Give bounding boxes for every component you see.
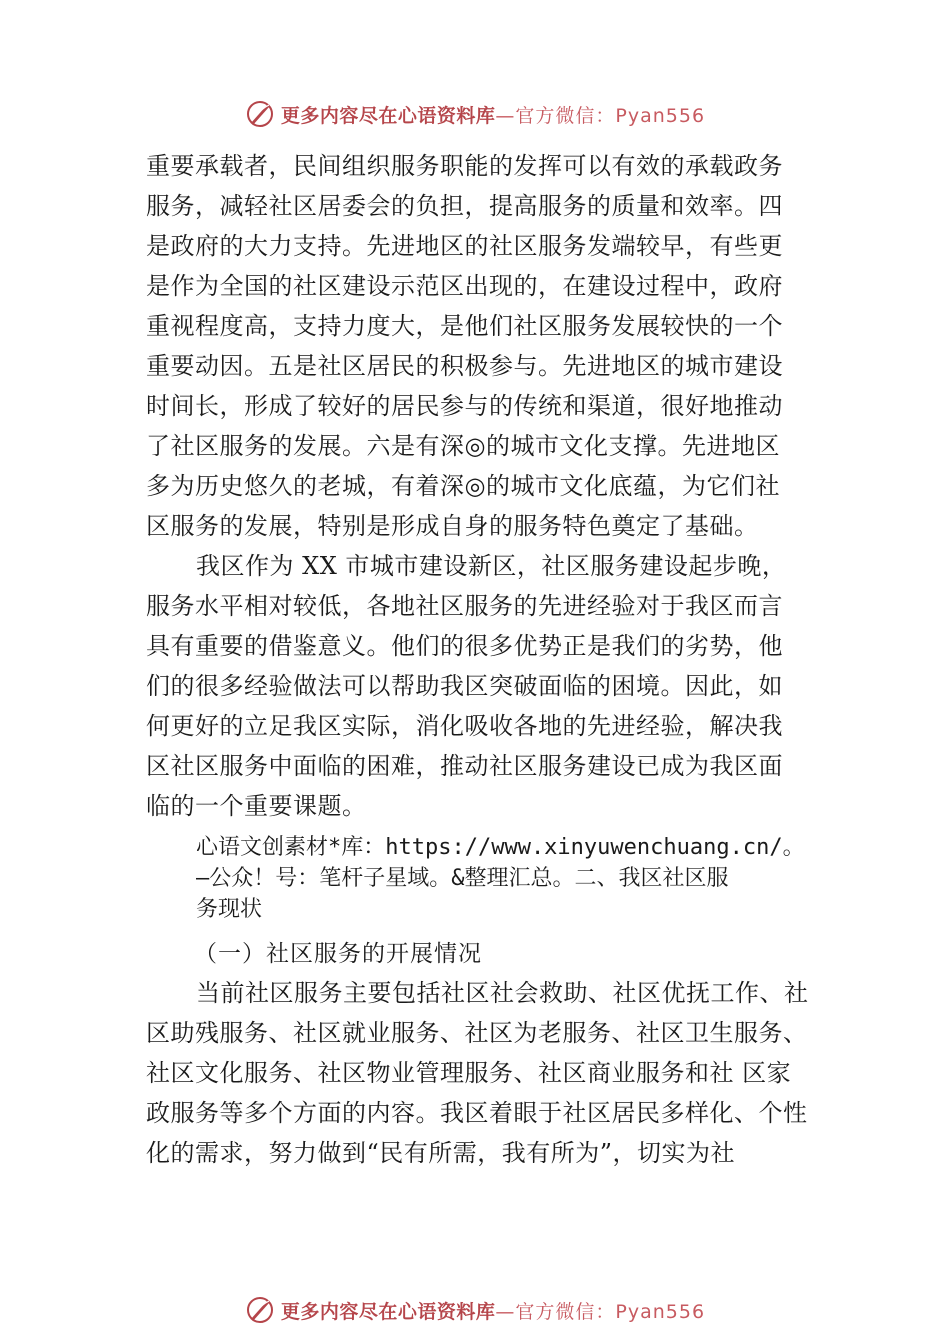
text-line: 了社区服务的发展。六是有深◎的城市文化支撑。先进地区: [146, 432, 780, 460]
paragraph-1: [146, 146, 836, 546]
note-line: —公众！号：笔杆子星域。&整理汇总。二、我区社区服: [196, 866, 729, 891]
text-line: 具有重要的借鉴意义。他们的很多优势正是我们的劣势，他: [146, 632, 783, 660]
banner-main-text: 更多内容尽在心语资料库: [280, 1300, 496, 1323]
text-line: 多为历史悠久的老城，有着深◎的城市文化底蕴，为它们社: [146, 472, 780, 500]
text-line: 区社区服务中面临的困难，推动社区服务建设已成为我区面: [146, 752, 783, 780]
banner-main-text: 更多内容尽在心语资料库: [280, 104, 496, 127]
paragraph-3: [146, 973, 836, 1173]
note-line: 心语文创素材*库：https://www.xinyuwenchuang.cn/。: [196, 835, 805, 860]
header-banner: [0, 96, 950, 132]
quill-logo-icon: [245, 99, 275, 129]
paragraph-2: [146, 546, 836, 826]
text-line: 服务，减轻社区居委会的负担，提高服务的质量和效率。四: [146, 192, 783, 220]
text-line: 重要承载者，民间组织服务职能的发挥可以有效的承载政务: [146, 152, 783, 180]
text-line: 区服务的发展，特别是形成自身的服务特色奠定了基础。: [146, 512, 759, 540]
text-line: 们的很多经验做法可以帮助我区突破面临的困境。因此，如: [146, 672, 783, 700]
text-line: 是政府的大力支持。先进地区的社区服务发端较早，有些更: [146, 232, 783, 260]
note-line: 务现状: [196, 897, 263, 922]
text-line: 重要动因。五是社区居民的积极参与。先进地区的城市建设: [146, 352, 783, 380]
text-line: 临的一个重要课题。: [146, 792, 367, 820]
text-line: 当前社区服务主要包括社区社会救助、社区优抚工作、社: [196, 979, 809, 1007]
text-line: 是作为全国的社区建设示范区出现的，在建设过程中，政府: [146, 272, 783, 300]
banner-sub-text: —官方微信：Pyan556: [495, 1300, 706, 1323]
text-line: 时间长，形成了较好的居民参与的传统和渠道，很好地推动: [146, 392, 783, 420]
text-line: 政服务等多个方面的内容。我区着眼于社区居民多样化、个性: [146, 1099, 808, 1127]
text-line: 社区文化服务、社区物业管理服务、社区商业服务和社 区家: [146, 1059, 792, 1087]
text-line: 何更好的立足我区实际，消化吸收各地的先进经验，解决我: [146, 712, 783, 740]
text-line: 服务水平相对较低，各地社区服务的先进经验对于我区而言: [146, 592, 783, 620]
quill-logo-icon: [245, 1295, 275, 1325]
document-body: [146, 146, 836, 1173]
banner-sub-text: —官方微信：Pyan556: [495, 104, 706, 127]
footer-banner: [0, 1292, 950, 1328]
text-line: 我区作为 XX 市城市建设新区，社区服务建设起步晚，: [196, 552, 787, 580]
section-subheading: （一）社区服务的开展情况: [194, 941, 482, 967]
source-note: [196, 832, 836, 925]
text-line: 重视程度高，支持力度大，是他们社区服务发展较快的一个: [146, 312, 783, 340]
text-line: 化的需求，努力做到“民有所需，我有所为”，切实为社: [146, 1139, 736, 1167]
text-line: 区助残服务、社区就业服务、社区为老服务、社区卫生服务、: [146, 1019, 808, 1047]
